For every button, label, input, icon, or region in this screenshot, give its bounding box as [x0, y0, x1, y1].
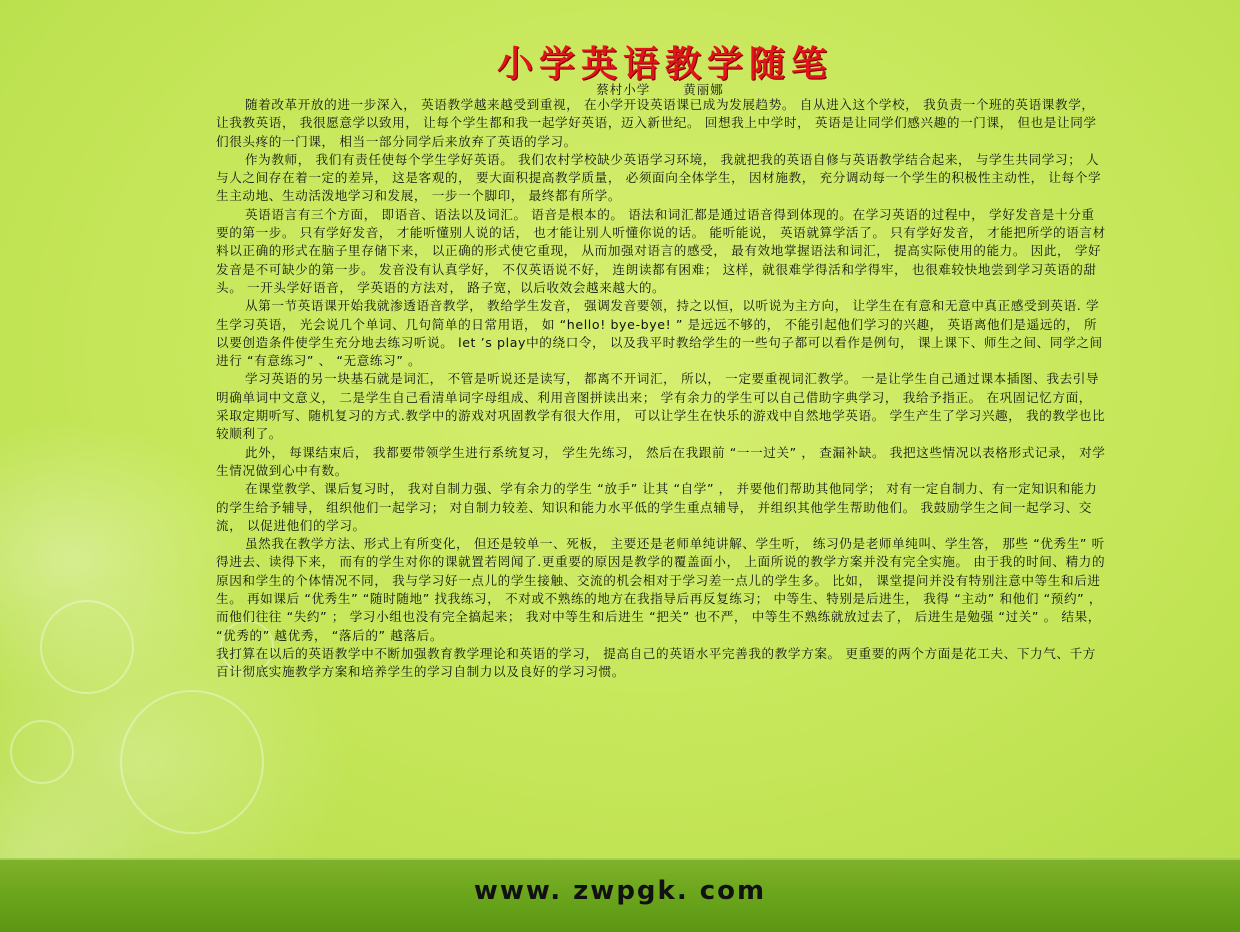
- footer-bar: [0, 858, 1240, 932]
- paragraph: 我打算在以后的英语教学中不断加强教育教学理论和英语的学习， 提高自己的英语水平完善我的教学方案。 更重要的两个方面是花工夫、下力气、千方百计彻底实施教学方案和培养学生的学习自制力以及良好的学习习惯。: [216, 645, 1096, 680]
- paragraph: 虽然我在教学方法、形式上有所变化， 但还是较单一、死板， 主要还是老师单纯讲解、学生听， 练习仍是老师单纯叫、学生答， 那些 “优秀生” 听得进去、读得下来， 而有的学生对你的课就置若罔闻了.更重要的原因是教学的覆盖面小， 上面所说的教学方案并没有完全实施。 由于我的时间、精力的原因和学生的个体情况不同， 我与学习好一点儿的学生接触、交流的机会相对于学习差一点儿的学生多。 比如， 课堂提问并没有特别注意中等生和后进生。 再如课后 “优秀生” “随时随地” 找我练习， 不对或不熟练的地方在我指导后再反复练习； 中等生、特别是后进生， 我得 “主动” 和他们 “预约” ， 而他们往往 “失约” ； 学习小组也没有完全搞起来； 我对中等生和后进生 “把关” 也不严， 中等生不熟练就放过去了， 后进生是勉强 “过关” 。 结果， “优秀的” 越优秀， “落后的” 越落后。: [216, 536, 1106, 643]
- footer-url[interactable]: www. zwpgk. com: [473, 876, 767, 906]
- paragraph: 学习英语的另一块基石就是词汇， 不管是听说还是读写， 都离不开词汇， 所以， 一定要重视词汇教学。 一是让学生自己通过课本插图、我去引导明确单词中文意义， 二是学生自己看清单词字母组成、利用音图拼读出来； 学有余力的学生可以自己借助字典学习， 我给予指正。 在巩固记忆方面， 采取定期听写、随机复习的方式.教学中的游戏对巩固教学有很大作用， 可以让学生在快乐的游戏中自然地学英语。 学生产生了学习兴趣， 我的教学也比较顺利了。: [216, 371, 1106, 442]
- author-name: 黄丽娜: [683, 82, 724, 97]
- paragraph: 英语语言有三个方面， 即语音、语法以及词汇。 语音是根本的。 语法和词汇都是通过语音得到体现的。在学习英语的过程中， 学好发音是十分重要的第一步。 只有学好发音， 才能听懂别人说的话， 也才能让别人听懂你说的话。 能听能说， 英语就算学活了。 只有学好发音， 才能把所学的语言材料以正确的形式在脑子里存储下来， 以正确的形式使它重现， 从而加强对语言的感受， 最有效地掌握语法和词汇， 提高实际使用的能力。 因此， 学好发音是不可缺少的第一步。 发音没有认真学好， 不仅英语说不好， 连朗读都有困难； 这样，就很难学得活和学得牢， 也很难较快地尝到学习英语的甜头。 一开头学好语音， 学英语的方法对， 路子宽，以后收效会越来越大的。: [216, 206, 1106, 295]
- decorative-flower: [40, 600, 134, 694]
- article-body: [216, 96, 1106, 682]
- decorative-flower: [10, 720, 74, 784]
- paragraph: 在课堂教学、课后复习时， 我对自制力强、学有余力的学生 “放手” 让其 “自学” ， 并要他们帮助其他同学； 对有一定自制力、有一定知识和能力的学生给予辅导， 组织他们一起学习； 对自制力较差、知识和能力水平低的学生重点辅导， 并组织其他学生帮助他们。 我鼓励学生之间一起学习、交流， 以促进他们的学习。: [216, 481, 1098, 533]
- paragraph: 作为教师， 我们有责任使每个学生学好英语。 我们农村学校缺少英语学习环境， 我就把我的英语自修与英语教学结合起来， 与学生共同学习； 人与人之间存在着一定的差异， 这是客观的， 要大面积提高教学质量， 必须面向全体学生， 因材施教， 充分调动每一个学生的积极性主动性， 让每个学生主动地、生动活泼地学习和发展， 一步一个脚印， 最终都有所学。: [216, 151, 1102, 204]
- paragraph: 此外， 每课结束后， 我都要带领学生进行系统复习， 学生先练习， 然后在我跟前 “一一过关” ， 查漏补缺。 我把这些情况以表格形式记录， 对学生情况做到心中有数。: [216, 444, 1106, 478]
- paragraph: 随着改革开放的进一步深入， 英语教学越来越受到重视， 在小学开设英语课已成为发展趋势。 自从进入这个学校， 我负责一个班的英语课教学，让我教英语， 我很愿意学以致用， 让每个学生都和我一起学好英语，迈入新世纪。 回想我上中学时， 英语是让同学们感兴趣的一门课， 但也是让同学们很头疼的一门课， 相当一部分同学后来放弃了英语的学习。: [216, 97, 1097, 149]
- decorative-flower: [120, 690, 264, 834]
- school-name: 蔡村小学: [596, 82, 651, 97]
- page-title: 小学英语教学随笔: [496, 43, 833, 85]
- paragraph: 从第一节英语课开始我就渗透语音教学， 教给学生发音， 强调发音要领，持之以恒，以听说为主方向， 让学生在有意和无意中真正感受到英语. 学生学习英语， 光会说几个单词、几句简单的日常用语， 如 “hello! bye-bye! ” 是远远不够的， 不能引起他们学习的兴趣， 英语离他们是遥远的， 所以要创造条件使学生充分地去练习听说。 let ’s play中的绕口令， 以及我平时教给学生的一些句子都可以看作是例句， 课上课下、师生之间、同学之间进行 “有意练习” 、 “无意练习” 。: [216, 298, 1103, 369]
